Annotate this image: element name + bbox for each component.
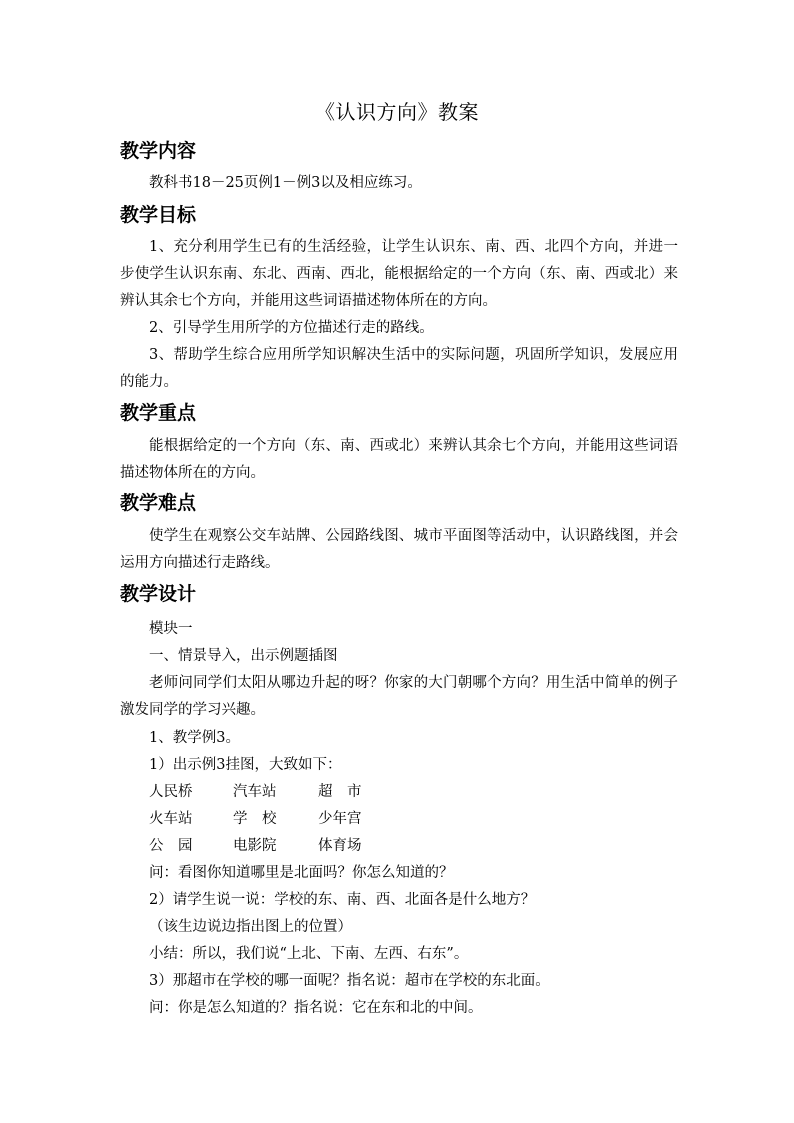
map-cell: 公 园 xyxy=(149,838,193,854)
map-cell: 学 校 xyxy=(233,811,277,827)
question-1: 问：看图你知道哪里是北面吗？你怎么知道的？ xyxy=(149,865,454,881)
example-label: 1、教学例3。 xyxy=(149,730,240,746)
show-diagram-label: 1）出示例3挂图，大致如下： xyxy=(149,757,342,773)
question-2: 2）请学生说一说：学校的东、南、西、北面各是什么地方？ xyxy=(149,892,536,908)
map-cell: 人民桥 xyxy=(149,784,193,800)
map-row xyxy=(149,835,362,857)
module-label: 模块一 xyxy=(149,621,193,637)
intro-paragraph: 老师问同学们太阳从哪边升起的呀？你家的大门朝哪个方向？用生活中简单的例子激发同学的学习兴趣。 xyxy=(120,675,678,718)
question-2-note: （该生边说边指出图上的位置） xyxy=(149,919,352,935)
document-title: 《认识方向》教案 xyxy=(315,100,479,124)
map-row xyxy=(149,781,362,803)
heading-teaching-content: 教学内容 xyxy=(120,140,197,162)
map-cell: 超 市 xyxy=(318,784,362,800)
goal-item-3: 3、帮助学生综合应用所学知识解决生活中的实际问题，巩固所学知识，发展应用的能力。 xyxy=(120,347,678,390)
map-cell: 体育场 xyxy=(318,838,362,854)
goal-item-2: 2、引导学生用所学的方位描述行走的路线。 xyxy=(149,320,434,336)
map-cell: 少年宫 xyxy=(318,811,362,827)
question-3: 3）那超市在学校的哪一面呢？指名说：超市在学校的东北面。 xyxy=(149,973,550,989)
heading-teaching-design: 教学设计 xyxy=(120,583,197,605)
summary-line: 小结：所以，我们说“上北、下南、左西、右东”。 xyxy=(149,946,469,962)
heading-key-points: 教学重点 xyxy=(120,402,197,424)
goal-item-1: 1、充分利用学生已有的生活经验，让学生认识东、南、西、北四个方向，并进一步使学生认识东南、东北、西南、西北，能根据给定的一个方向（东、南、西或北）来辨认其余七个方向，并能用这些词语描述物体所在的方向。 xyxy=(120,239,678,309)
teaching-content-text: 教科书18－25页例1－例3以及相应练习。 xyxy=(149,175,422,191)
key-points-text: 能根据给定的一个方向（东、南、西或北）来辨认其余七个方向，并能用这些词语描述物体所在的方向。 xyxy=(120,438,678,481)
map-row xyxy=(149,808,362,830)
heading-teaching-goals: 教学目标 xyxy=(120,204,197,226)
step-1-label: 一、情景导入，出示例题插图 xyxy=(149,648,338,664)
question-4: 问：你是怎么知道的？指名说：它在东和北的中间。 xyxy=(149,1000,483,1016)
map-cell: 火车站 xyxy=(149,811,193,827)
difficulties-text: 使学生在观察公交车站牌、公园路线图、城市平面图等活动中，认识路线图，并会运用方向描述行走路线。 xyxy=(120,528,678,571)
map-cell: 汽车站 xyxy=(233,784,277,800)
heading-difficulties: 教学难点 xyxy=(120,492,197,514)
map-cell: 电影院 xyxy=(233,838,277,854)
